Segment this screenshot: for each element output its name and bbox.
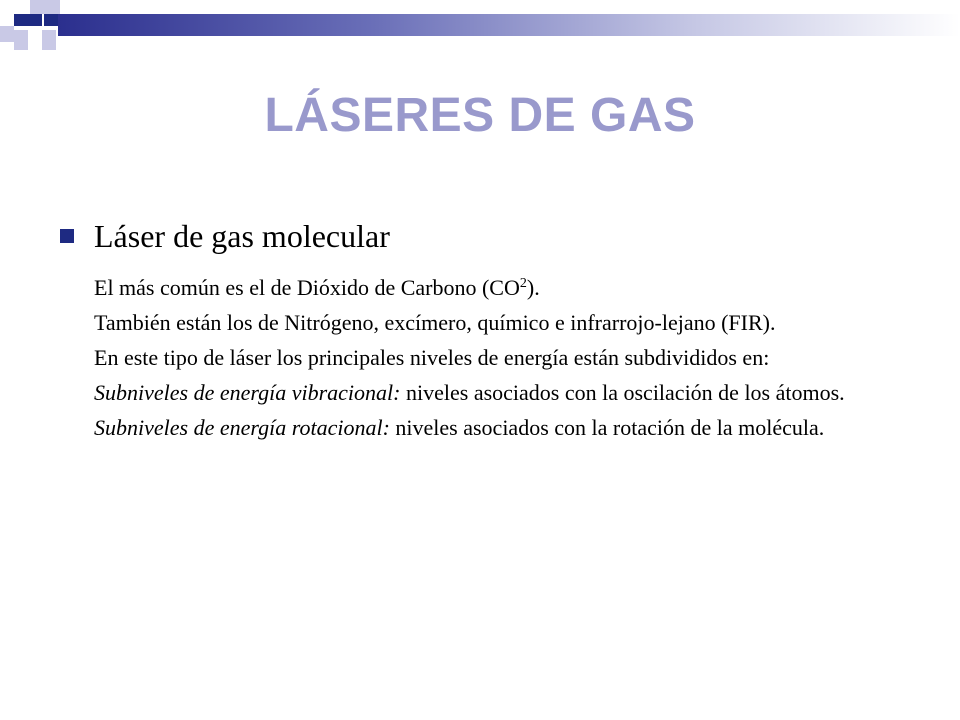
decorative-square — [0, 26, 14, 42]
term-vibrational: Subniveles de energía vibracional: — [94, 380, 401, 405]
decorative-square — [30, 0, 44, 14]
paragraph-text: niveles asociados con la rotación de la molécula. — [389, 415, 825, 440]
paragraph-text: El más común es el de Dióxido de Carbono (CO — [94, 275, 520, 300]
paragraph-text: niveles asociados con la oscilación de los átomos. — [400, 380, 845, 405]
term-rotational: Subniveles de energía rotacional: — [94, 415, 390, 440]
decorative-square — [14, 30, 28, 50]
subscript-number: 2 — [519, 276, 527, 291]
bullet-item — [60, 214, 910, 258]
decorative-square — [30, 14, 42, 26]
decorative-square — [44, 14, 58, 26]
paragraph-rotational — [94, 406, 910, 441]
bullet-heading: Láser de gas molecular — [94, 218, 390, 254]
paragraph-text: ). — [526, 275, 540, 300]
slide-content — [60, 214, 910, 441]
decorative-square — [14, 14, 30, 26]
paragraph-co2 — [94, 258, 910, 301]
paragraph-other-lasers: También están los de Nitrógeno, excímero, químico e infrarrojo-lejano (FIR). — [94, 310, 776, 335]
paragraph-vibrational — [94, 371, 910, 406]
decorative-square — [44, 0, 60, 14]
paragraph-energy-levels: En este tipo de láser los principales niveles de energía están subdivididos en: — [94, 345, 770, 370]
header-gradient-bar — [58, 14, 960, 36]
decorative-square — [42, 30, 56, 50]
slide-title: LÁSERES DE GAS — [264, 89, 696, 142]
square-bullet-icon — [60, 229, 74, 243]
